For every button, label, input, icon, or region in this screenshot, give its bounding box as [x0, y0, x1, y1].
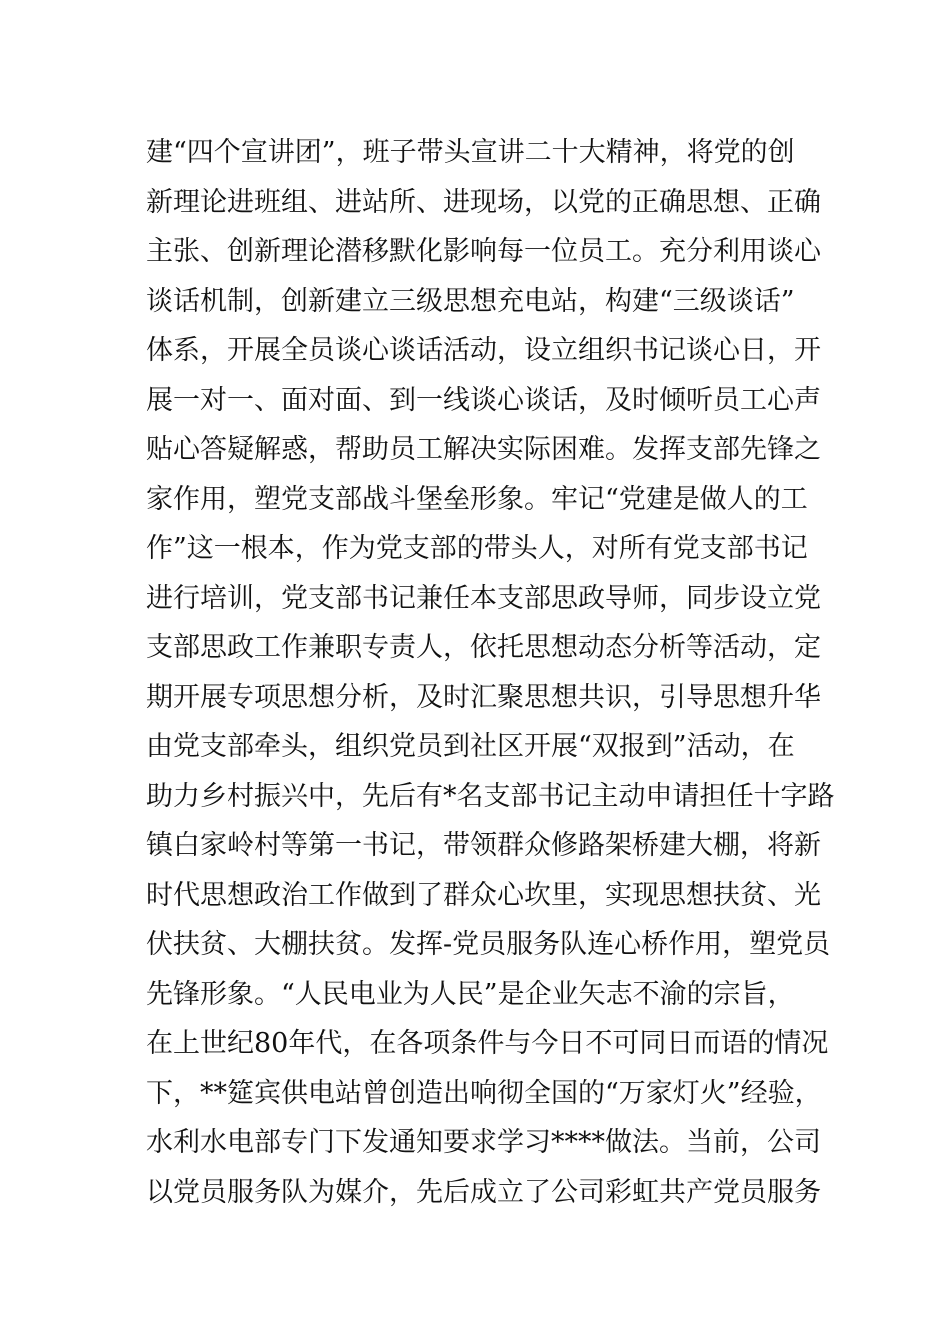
text-line: 以党员服务队为媒介，先后成立了公司彩虹共产党员服务 [146, 1176, 821, 1208]
text-line: 先锋形象。“人民电业为人民”是企业矢志不渝的宗旨， [146, 978, 795, 1010]
text-line: 时代思想政治工作做到了群众心坎里，实现思想扶贫、光 [146, 879, 821, 911]
text-line: 主张、创新理论潜移默化影响每一位员工。充分利用谈心 [146, 236, 821, 267]
text-line: 体系，开展全员谈心谈话活动，设立组织书记谈心日，开 [146, 335, 821, 366]
text-line: 家作用，塑党支部战斗堡垒形象。牢记“党建是做人的工 [146, 483, 808, 515]
text-line: 作”这一根本，作为党支部的带头人，对所有党支部书记 [146, 533, 808, 564]
text-line: 镇白家岭村等第一书记，带领群众修路架桥建大棚，将新 [146, 830, 821, 861]
text-line: 贴心答疑解惑，帮助员工解决实际困难。发挥支部先锋之 [146, 434, 821, 465]
text-line: 建“四个宣讲团”，班子带头宣讲二十大精神，将党的创 [146, 137, 795, 168]
text-line: 在上世纪80年代，在各项条件与今日不可同日而语的情况 [146, 1028, 829, 1059]
text-line: 下，**筵宾供电站曾创造出响彻全国的“万家灯火”经验， [146, 1077, 822, 1109]
text-line: 由党支部牵头，组织党员到社区开展“双报到”活动，在 [146, 731, 795, 762]
text-line: 助力乡村振兴中，先后有*名支部书记主动申请担任十字路 [146, 780, 835, 812]
text-line: 谈话机制，创新建立三级思想充电站，构建“三级谈话” [146, 285, 795, 317]
text-line: 进行培训，党支部书记兼任本支部思政导师，同步设立党 [146, 582, 821, 614]
text-line: 伏扶贫、大棚扶贫。发挥-党员服务队连心桥作用，塑党员 [146, 929, 831, 960]
text-line: 期开展专项思想分析，及时汇聚思想共识，引导思想升华 [146, 681, 821, 713]
text-line: 支部思政工作兼职专责人，依托思想动态分析等活动，定 [146, 632, 821, 663]
body-paragraph [146, 128, 835, 1217]
text-line: 水利水电部专门下发通知要求学习****做法。当前，公司 [146, 1127, 821, 1158]
text-line: 展一对一、面对面、到一线谈心谈话，及时倾听员工心声 [146, 384, 821, 416]
text-line: 新理论进班组、进站所、进现场，以党的正确思想、正确 [146, 186, 821, 218]
